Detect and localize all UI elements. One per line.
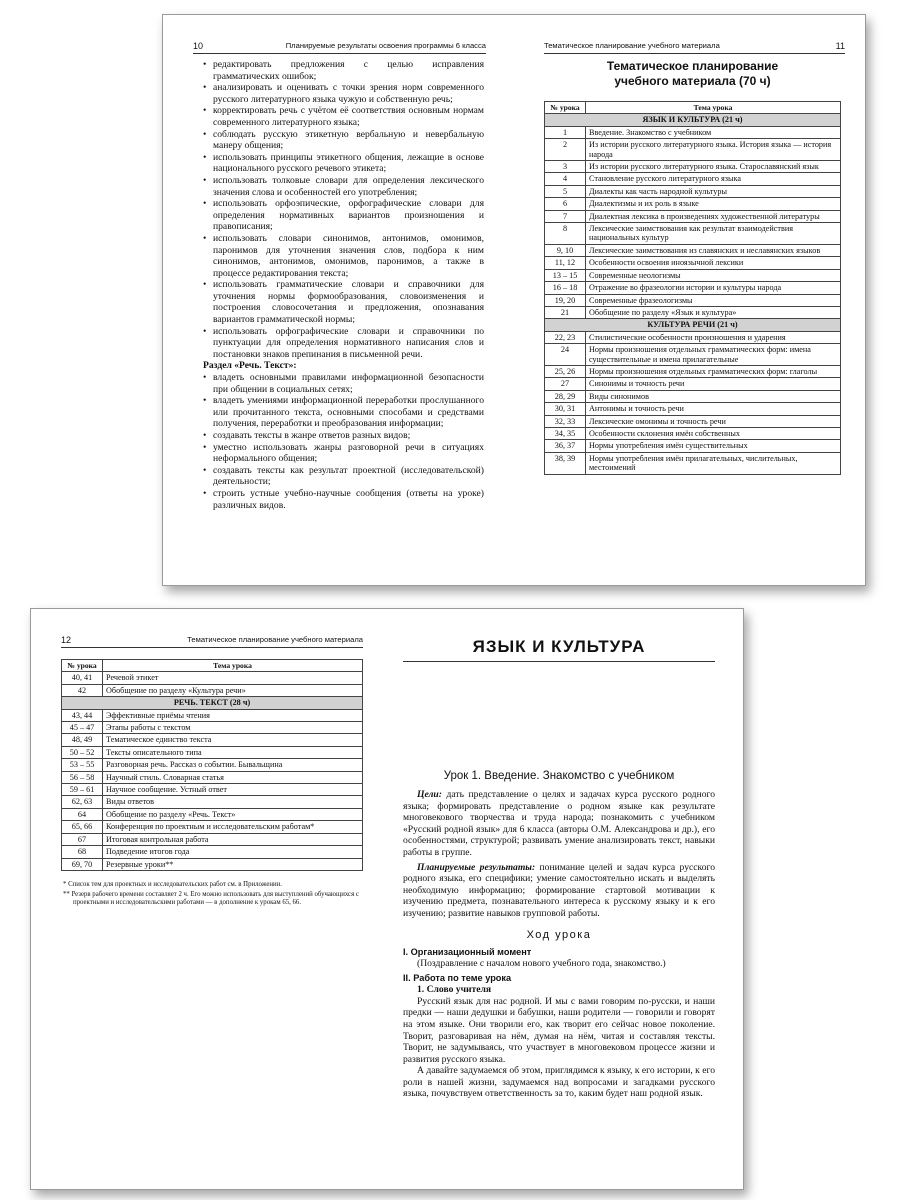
lesson-number: 67: [62, 833, 103, 845]
table-row: [62, 771, 363, 783]
lesson-number: 53 – 55: [62, 759, 103, 771]
table-title-line: учебного материала (70 ч): [614, 74, 771, 88]
lesson-plan-table: [61, 659, 363, 871]
table-row: [62, 846, 363, 858]
lesson-number: 38, 39: [545, 452, 586, 474]
table-row: [62, 746, 363, 758]
table-row: [62, 734, 363, 746]
lesson-topic: Диалекты как часть народной культуры: [586, 185, 841, 197]
col-header-topic: Тема урока: [586, 102, 841, 114]
lesson-number: 8: [545, 223, 586, 245]
lesson-flow-heading: Ход урока: [526, 928, 592, 941]
table-row: [545, 403, 841, 415]
lesson-title: Урок 1. Введение. Знакомство с учебником: [443, 770, 675, 782]
list-item: • уместно использовать жанры разговорной речи в ситуациях неформального общения;: [201, 442, 484, 465]
lesson-topic: Тексты описательного типа: [103, 746, 363, 758]
table-row: [545, 331, 841, 343]
table-row: [545, 452, 841, 474]
lesson-topic: Современные фразеологизмы: [586, 294, 841, 306]
lesson-topic: Особенности освоения иноязычной лексики: [586, 257, 841, 269]
lesson-number: 59 – 61: [62, 784, 103, 796]
lesson-topic: Речевой этикет: [103, 672, 363, 684]
lesson-number: 68: [62, 846, 103, 858]
lesson-goals: [403, 789, 715, 920]
outcomes-list: [201, 59, 484, 360]
table-row: [545, 378, 841, 390]
lesson-topic: Становление русского литературного языка: [586, 173, 841, 185]
lesson-topic: Нормы употребления имён прилагательных, числительных, местоимений: [586, 452, 841, 474]
table-row: [545, 161, 841, 173]
section-title: КУЛЬТУРА РЕЧИ (21 ч): [545, 319, 841, 331]
lesson-topic: Лексические заимствования из славянских и неславянских языков: [586, 244, 841, 256]
table-row: [62, 858, 363, 870]
lesson-number: 22, 23: [545, 331, 586, 343]
lesson-topic: Особенности склонения имён собственных: [586, 427, 841, 439]
lesson-number: 43, 44: [62, 709, 103, 721]
lesson-number: 65, 66: [62, 821, 103, 833]
list-item: • соблюдать русскую этикетную вербальную и невербальную манеру общения;: [201, 129, 484, 152]
lesson-topic: Обобщение по разделу «Культура речи»: [103, 684, 363, 696]
section-title: ЯЗЫК И КУЛЬТУРА (21 ч): [545, 114, 841, 126]
lesson-number: 50 – 52: [62, 746, 103, 758]
table-row: [545, 365, 841, 377]
col-header-number: № урока: [545, 102, 586, 114]
lesson-number: 69, 70: [62, 858, 103, 870]
table-row: [62, 759, 363, 771]
table-row: [545, 440, 841, 452]
lesson-number: 36, 37: [545, 440, 586, 452]
section-heading: Раздел «Речь. Текст»:: [203, 360, 297, 372]
table-row: [62, 796, 363, 808]
footnote: ** Резерв рабочего времени составляет 2 ч. Его можно использовать для выступлений обучающихся с проектными и исследовательскими работами — в дополнение к урокам 65, 66.: [63, 890, 359, 906]
lesson-topic: Лексические заимствования как результат взаимодействия национальных культур: [586, 223, 841, 245]
table-row: [545, 173, 841, 185]
table-row: [545, 139, 841, 161]
page-11-body: [544, 59, 841, 475]
lesson-number: 25, 26: [545, 365, 586, 377]
lesson-topic: Подведение итогов года: [103, 846, 363, 858]
table-row: [545, 198, 841, 210]
lesson-topic: Разговорная речь. Рассказ о событии. Бывальщина: [103, 759, 363, 771]
page-number: 11: [835, 41, 845, 51]
goals-label: Цели:: [417, 789, 442, 800]
table-row: [545, 210, 841, 222]
lesson-number: 6: [545, 198, 586, 210]
lesson-topic: Резервные уроки**: [103, 858, 363, 870]
lesson-topic: Нормы употребления имён существительных: [586, 440, 841, 452]
part-heading: I. Организационный момент: [403, 946, 532, 957]
lesson-number: 24: [545, 344, 586, 366]
header-title: Планируемые результаты освоения программы 6 класса: [285, 41, 486, 50]
lesson-number: 21: [545, 306, 586, 318]
lesson-number: 34, 35: [545, 427, 586, 439]
table-row: [545, 415, 841, 427]
paragraph: А давайте задумаемся об этом, приглядимся к языку, к его истории, к его роли в нашей жизни, задумаемся над вопросами и загадками русского языка, почувствуем ответственность за то, каким будет наш родной язык.: [403, 1065, 715, 1100]
lesson-number: 32, 33: [545, 415, 586, 427]
lesson-number: 16 – 18: [545, 282, 586, 294]
section-row: [62, 697, 363, 709]
page-11: [514, 15, 865, 585]
results-text: понимание целей и задач курса русского родного языка, его специфики; умение самостоятельно искать и выделять необходимую информацию; формирование стартовой мотивации к изучению предмета, познавательного интереса к русскому языку и к его изучению; развитие навыков групповой работы.: [403, 861, 715, 919]
table-row: [545, 257, 841, 269]
lesson-number: 28, 29: [545, 390, 586, 402]
table-row: [545, 344, 841, 366]
lesson-number: 19, 20: [545, 294, 586, 306]
lesson-topic: Конференция по проектным и исследовательским работам*: [103, 821, 363, 833]
table-row: [545, 126, 841, 138]
table-row: [62, 821, 363, 833]
lesson-number: 40, 41: [62, 672, 103, 684]
lesson-topic: Отражение во фразеологии истории и культуры народа: [586, 282, 841, 294]
goals-text: дать представление о целях и задачах курса русского родного языка; формировать представление о родном языке как результате многовекового творчества и труда народа; познакомить с учебником «Русский родной язык» для 6 класса (авторы О.М. Александрова и др.), его особенностями, структурой; развивать умение анализировать текст, навыки работы в группе.: [403, 789, 715, 858]
section-row: [545, 319, 841, 331]
list-item: • использовать принципы этикетного общения, лежащие в основе национального русского речевого этикета;: [201, 152, 484, 175]
book-spread-pages-12-13: [30, 608, 744, 1190]
list-item: • создавать тексты в жанре ответов разных видов;: [201, 430, 484, 442]
lesson-number: 56 – 58: [62, 771, 103, 783]
list-item: • использовать орфоэпические, орфографические словари для определения нормативных вариантов произношения и правописания;: [201, 198, 484, 233]
lesson-topic: Лексические омонимы и точность речи: [586, 415, 841, 427]
list-item: • строить устные учебно-научные сообщения (ответы на уроке) различных видов.: [201, 488, 484, 511]
lesson-number: 5: [545, 185, 586, 197]
table-row: [545, 269, 841, 281]
lesson-plan-table: [544, 101, 841, 475]
lesson-number: 2: [545, 139, 586, 161]
sub-heading: 1. Слово учителя: [417, 984, 492, 996]
table-row: [62, 784, 363, 796]
lesson-number: 11, 12: [545, 257, 586, 269]
page-10: [163, 15, 514, 585]
footnote: * Список тем для проектных и исследовательских работ см. в Приложении.: [63, 880, 282, 888]
page-13-body: [403, 637, 715, 1100]
lesson-topic: Научное сообщение. Устный ответ: [103, 784, 363, 796]
lesson-topic: Обобщение по разделу «Язык и культура»: [586, 306, 841, 318]
page-10-body: [201, 59, 484, 511]
header-title: Тематическое планирование учебного материала: [187, 635, 363, 644]
table-row: [62, 709, 363, 721]
table-row: [62, 833, 363, 845]
lesson-topic: Эффективные приёмы чтения: [103, 709, 363, 721]
lesson-topic: Итоговая контрольная работа: [103, 833, 363, 845]
lesson-number: 62, 63: [62, 796, 103, 808]
list-item: • использовать словари синонимов, антонимов, омонимов, паронимов для уточнения значения слов, подбора к ним синонимов, антонимов, омонимов, паронимов, а также в процессе редактирования текста;: [201, 233, 484, 279]
lesson-topic: Тематическое единство текста: [103, 734, 363, 746]
list-item: • использовать грамматические словари и справочники для уточнения нормы формообразования, словоизменения и построения словосочетания и предложения, опознавания вариантов грамматической нормы;: [201, 279, 484, 325]
table-row: [62, 684, 363, 696]
part-text: (Поздравление с началом нового учебного года, знакомство.): [417, 957, 666, 969]
lesson-flow: [403, 947, 715, 1101]
header-title: Тематическое планирование учебного материала: [544, 41, 720, 50]
lesson-topic: Диалектная лексика в произведениях художественной литературы: [586, 210, 841, 222]
lesson-topic: Антонимы и точность речи: [586, 403, 841, 415]
lesson-topic: Виды ответов: [103, 796, 363, 808]
lesson-topic: Обобщение по разделу «Речь. Текст»: [103, 808, 363, 820]
paragraph: Русский язык для нас родной. И мы с вами говорим по-русски, и наши предки — наши дедушки и бабушки, наши родители — говорили и говорят на этом языке. Они творили его, как творит его сейчас новое поколение. Творит, разговаривая на нём, думая на нём, читая и составляя тексты. Творит, не задумываясь, что участвует в многовековом процессе жизни и развития русского языка.: [403, 995, 715, 1065]
list-item: • владеть умениями информационной переработки прослушанного или прочитанного текста, основными способами и средствами получения, переработки и преобразования информации;: [201, 395, 484, 430]
lesson-topic: Научный стиль. Словарная статья: [103, 771, 363, 783]
page-12-body: [61, 659, 363, 909]
table-title-line: Тематическое планирование: [606, 59, 779, 73]
lesson-number: 30, 31: [545, 403, 586, 415]
lesson-topic: Из истории русского литературного языка. История языка — история народа: [586, 139, 841, 161]
table-row: [545, 390, 841, 402]
table-row: [545, 306, 841, 318]
list-item: • редактировать предложения с целью исправления грамматических ошибок;: [201, 59, 484, 82]
running-header: [193, 41, 486, 54]
list-item: • использовать орфографические словари и справочники по пунктуации для определения нормативного написания слов и постановки знаков препинания в письменной речи.: [201, 326, 484, 361]
lesson-topic: Из истории русского литературного языка. Старославянский язык: [586, 161, 841, 173]
lesson-topic: Нормы произношения отдельных грамматических форм: имена существительные и имена прилагательные: [586, 344, 841, 366]
footnotes: [61, 881, 363, 907]
results-label: Планируемые результаты:: [417, 861, 536, 873]
col-header-topic: Тема урока: [103, 660, 363, 672]
lesson-number: 4: [545, 173, 586, 185]
lesson-topic: Введение. Знакомство с учебником: [586, 126, 841, 138]
book-spread-pages-10-11: [162, 14, 866, 586]
table-title: [544, 59, 841, 89]
lesson-number: 9, 10: [545, 244, 586, 256]
table-row: [62, 722, 363, 734]
lesson-number: 1: [545, 126, 586, 138]
list-item: • корректировать речь с учётом её соответствия основным нормам современного литературного языка;: [201, 105, 484, 128]
list-item: • создавать тексты как результат проектной (исследовательской) деятельности;: [201, 465, 484, 488]
lesson-number: 45 – 47: [62, 722, 103, 734]
list-item: • анализировать и оценивать с точки зрения норм современного русского литературного языка чужую и собственную речь;: [201, 82, 484, 105]
list-item: • владеть основными правилами информационной безопасности при общении в социальных сетях;: [201, 372, 484, 395]
lesson-topic: Виды синонимов: [586, 390, 841, 402]
table-row: [62, 808, 363, 820]
page-13: [383, 609, 743, 1189]
table-row: [545, 294, 841, 306]
section-row: [545, 114, 841, 126]
table-row: [545, 244, 841, 256]
table-row: [545, 282, 841, 294]
lesson-number: 27: [545, 378, 586, 390]
table-row: [545, 185, 841, 197]
lesson-topic: Нормы произношения отдельных грамматических форм: глаголы: [586, 365, 841, 377]
col-header-number: № урока: [62, 660, 103, 672]
lesson-number: 3: [545, 161, 586, 173]
lesson-number: 7: [545, 210, 586, 222]
page-number: 10: [193, 41, 204, 51]
lesson-number: 42: [62, 684, 103, 696]
table-row: [545, 427, 841, 439]
running-header: [61, 635, 363, 648]
speech-text-outcomes-list: [201, 372, 484, 511]
lesson-number: 48, 49: [62, 734, 103, 746]
table-row: [62, 672, 363, 684]
lesson-topic: Стилистические особенности произношения и ударения: [586, 331, 841, 343]
lesson-number: 64: [62, 808, 103, 820]
lesson-topic: Этапы работы с текстом: [103, 722, 363, 734]
page-12: [31, 609, 383, 1189]
chapter-title: ЯЗЫК И КУЛЬТУРА: [403, 637, 715, 662]
running-header: [544, 41, 845, 54]
table-row: [545, 223, 841, 245]
section-title: РЕЧЬ. ТЕКСТ (28 ч): [62, 697, 363, 709]
part-heading: II. Работа по теме урока: [403, 973, 512, 984]
lesson-topic: Диалектизмы и их роль в языке: [586, 198, 841, 210]
list-item: • использовать толковые словари для определения лексического значения слова и особенностей его употребления;: [201, 175, 484, 198]
page-number: 12: [61, 635, 72, 645]
lesson-topic: Современные неологизмы: [586, 269, 841, 281]
lesson-number: 13 – 15: [545, 269, 586, 281]
lesson-topic: Синонимы и точность речи: [586, 378, 841, 390]
